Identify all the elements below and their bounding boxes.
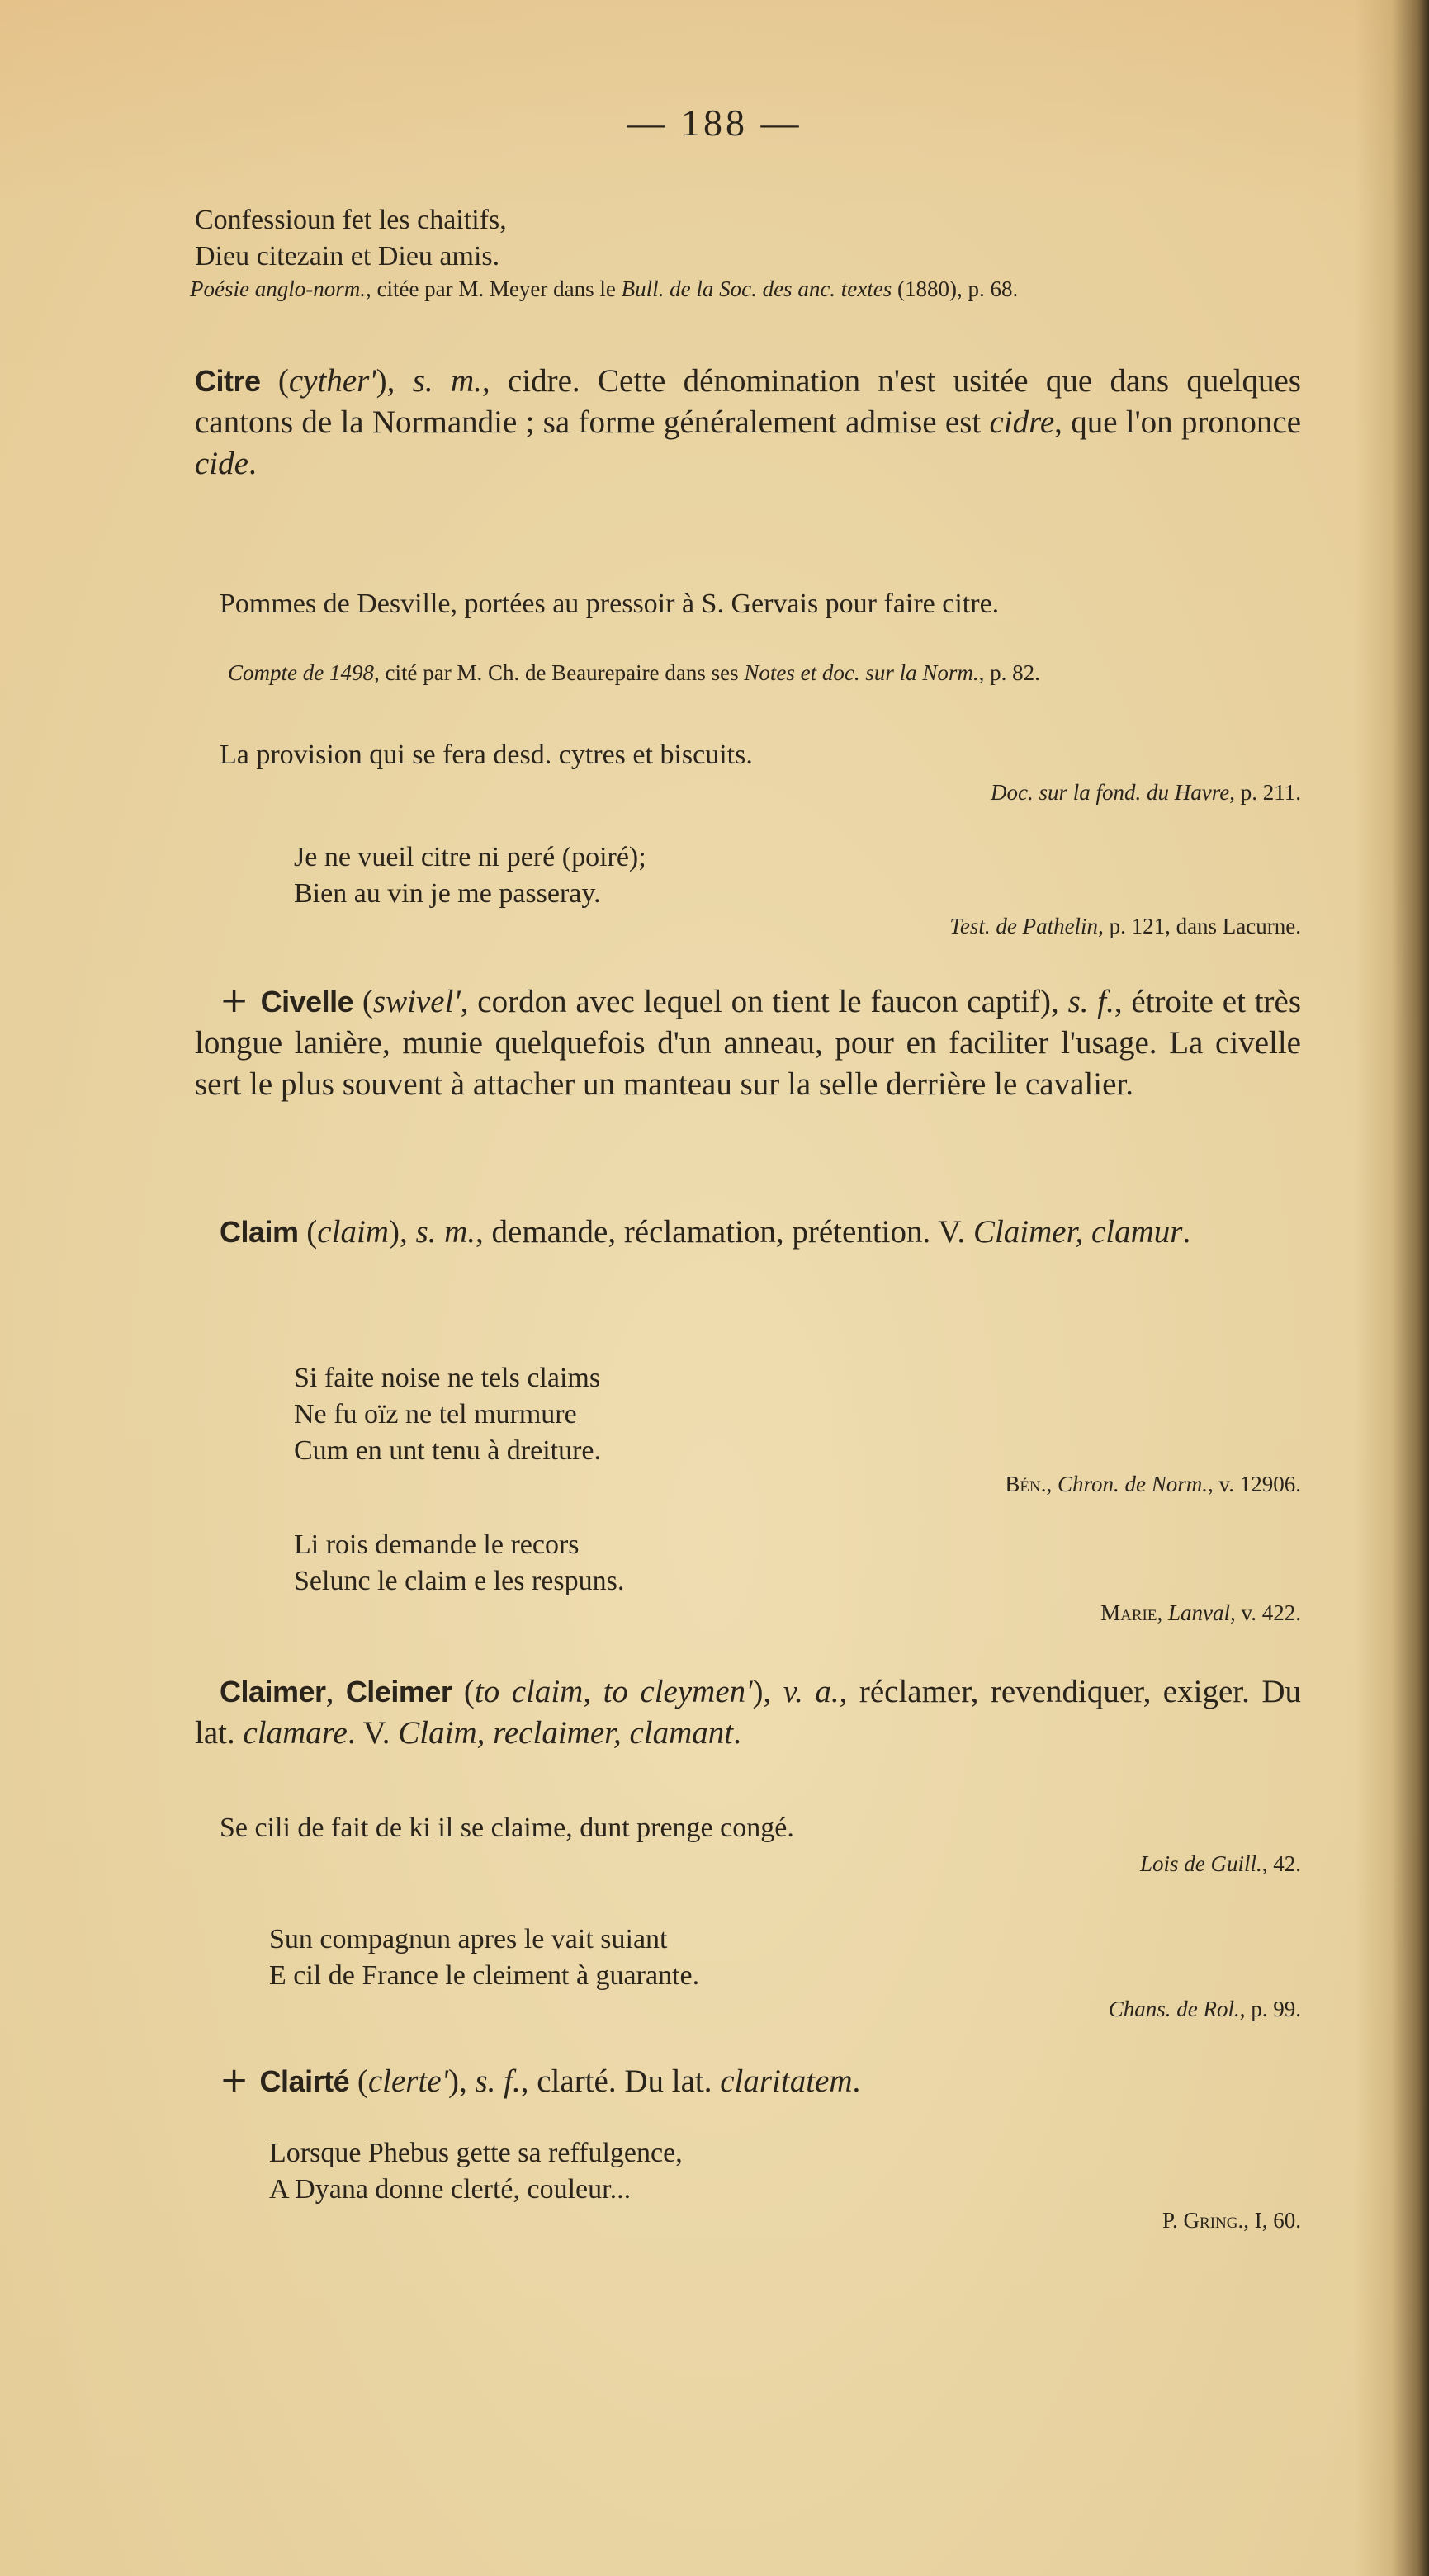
text-run: , p. 121, dans Lacurne. xyxy=(1098,914,1301,938)
quote-phebus xyxy=(195,2135,1301,2208)
text-run: ( xyxy=(349,2063,368,2099)
source-citation xyxy=(195,1470,1309,1498)
italic-text: Chans. de Rol. xyxy=(1108,1997,1240,2021)
entry-civelle xyxy=(195,980,1301,1105)
text-run: La provision qui se fera desd. cytres et biscuits. xyxy=(220,740,753,770)
text-run: , cité par M. Ch. de Beaurepaire dans ses xyxy=(373,660,745,685)
text-run: , p. 211. xyxy=(1229,780,1301,805)
headword: Citre xyxy=(195,364,261,398)
text-run: ( xyxy=(260,363,289,399)
text-run: Se cili de fait de ki il se claime, dunt prenge congé. xyxy=(220,1813,794,1843)
source-citation xyxy=(195,778,1309,806)
quote-provision xyxy=(195,737,1301,773)
entry-citre xyxy=(195,361,1301,484)
plus-marker-icon: + xyxy=(220,980,261,1020)
italic-text: claim xyxy=(317,1214,389,1250)
italic-text: s. m. xyxy=(412,363,482,399)
entry-clairte xyxy=(195,2059,1301,2102)
verse-line: Cum en unt tenu à dreiture. xyxy=(294,1435,602,1466)
text-run: , étroite et très longue lanière, munie quelquefois d'un anneau, pour en faciliter l'usage. La civelle sert le plus souvent à attacher un manteau sur la selle derrière le cavalier. xyxy=(195,984,1301,1102)
italic-text: v. a. xyxy=(783,1674,840,1709)
text-run: , 42. xyxy=(1261,1851,1301,1876)
text-run: (1880), p. 68. xyxy=(892,277,1019,301)
headword: Cleimer xyxy=(345,1675,452,1709)
entry-claim xyxy=(195,1212,1301,1253)
source-citation xyxy=(195,1850,1309,1878)
italic-text: claritatem xyxy=(720,2063,853,2099)
text-run: ), xyxy=(388,1214,416,1250)
italic-text: Poésie anglo-norm. xyxy=(190,277,366,301)
quote-cili xyxy=(195,1810,1301,1846)
italic-text: s. m. xyxy=(415,1214,476,1250)
italic-text: Claim, reclaimer, clamant xyxy=(398,1715,734,1751)
text-run: ( xyxy=(353,984,373,1019)
verse-line: E cil de France le cleiment à guarante. xyxy=(269,1960,700,1991)
text-run: . V. xyxy=(347,1715,399,1751)
italic-text: cidre xyxy=(989,404,1055,440)
text-run: , demande, réclamation, prétention. V. xyxy=(476,1214,973,1250)
verse-line: Lorsque Phebus gette sa reffulgence, xyxy=(269,2138,683,2168)
italic-text: Notes et doc. sur la Norm. xyxy=(744,660,979,685)
italic-text: Compte de 1498 xyxy=(228,660,374,685)
text-run: , xyxy=(1046,1472,1058,1496)
verse-line: Confessioun fet les chaitifs, xyxy=(195,205,507,235)
quote-rois xyxy=(195,1527,1301,1600)
source-citation xyxy=(195,2206,1309,2234)
verse-line: Sun compagnun apres le vait suiant xyxy=(269,1924,668,1954)
entry-claimer xyxy=(195,1671,1301,1754)
text-run: , citée par M. Meyer dans le xyxy=(365,277,622,301)
author-name: Marie xyxy=(1100,1600,1157,1625)
source-citation xyxy=(195,1599,1309,1627)
source-citation xyxy=(195,659,1301,687)
page-number: — 188 — xyxy=(627,102,802,144)
text-run: ), xyxy=(447,2063,476,2099)
headword: Civelle xyxy=(260,985,354,1019)
text-run: Pommes de Desville, portées au pressoir à S. Gervais pour faire citre. xyxy=(220,588,1000,619)
quote-noise xyxy=(195,1360,1301,1469)
quote-confessioun xyxy=(195,202,1301,275)
verse-line: A Dyana donne clerté, couleur... xyxy=(269,2174,632,2205)
italic-text: swivel' xyxy=(372,984,461,1019)
italic-text: clamare xyxy=(243,1715,348,1751)
verse-line: Selunc le claim e les respuns. xyxy=(294,1566,625,1596)
text-run: , xyxy=(325,1674,346,1709)
italic-text: to claim, to cleymen' xyxy=(474,1674,753,1709)
text-run: . xyxy=(733,1715,741,1751)
text-run: , clarté. Du lat. xyxy=(520,2063,721,2099)
text-run: ( xyxy=(298,1214,318,1250)
italic-text: Chron. de Norm. xyxy=(1057,1472,1208,1496)
italic-text: Bull. de la Soc. des anc. textes xyxy=(621,277,892,301)
quote-compagnun xyxy=(195,1921,1301,1994)
verse-line: Dieu citezain et Dieu amis. xyxy=(195,241,500,272)
headword: Claimer xyxy=(220,1675,326,1709)
italic-text: clerte' xyxy=(367,2063,448,2099)
author-name: Bén. xyxy=(1005,1472,1047,1496)
italic-text: Test. de Pathelin xyxy=(949,914,1099,938)
italic-text: Lois de Guill. xyxy=(1139,1851,1262,1876)
verse-line: Si faite noise ne tels claims xyxy=(294,1363,601,1393)
page-gutter-shadow xyxy=(1355,0,1429,2576)
text-run: . xyxy=(852,2063,861,2099)
headword: Claim xyxy=(220,1215,299,1249)
text-run: , xyxy=(1157,1600,1168,1625)
verse-line: Ne fu oïz ne tel murmure xyxy=(294,1399,577,1430)
italic-text: cide xyxy=(195,446,248,481)
headword: Clairté xyxy=(259,2064,350,2098)
text-run: , v. 12906. xyxy=(1208,1472,1301,1496)
italic-text: cyther' xyxy=(288,363,376,399)
quote-pommes xyxy=(195,586,1301,622)
text-run: , cidre. Cette dénomination n'est usitée que dans quelques cantons de la Normandie ; sa forme généralement admise est xyxy=(195,363,1301,440)
quote-vueil xyxy=(195,839,1301,912)
verse-line: Li rois demande le recors xyxy=(294,1529,580,1560)
italic-text: Lanval xyxy=(1167,1600,1230,1625)
text-run: ), xyxy=(376,363,413,399)
italic-text: Doc. sur la fond. du Havre xyxy=(991,780,1230,805)
italic-text: s. f. xyxy=(1067,984,1114,1019)
text-run: , p. 82. xyxy=(978,660,1040,685)
text-run: . xyxy=(248,446,257,481)
text-run: , v. 422. xyxy=(1230,1600,1301,1625)
plus-marker-icon: + xyxy=(220,2059,260,2100)
text-run: . xyxy=(1182,1214,1191,1250)
author-name: P. Gring. xyxy=(1162,2208,1244,2233)
source-citation xyxy=(195,1995,1309,2023)
text-run: ), xyxy=(752,1674,783,1709)
verse-line: Bien au vin je me passeray. xyxy=(294,878,601,909)
text-run: , cordon avec lequel on tient le faucon captif), xyxy=(460,984,1068,1019)
text-run: , réclamer, revendiquer, exiger. Du lat. xyxy=(195,1674,1301,1751)
text-run: , que l'on prononce xyxy=(1054,404,1302,440)
verse-line: Je ne vueil citre ni peré (poiré); xyxy=(294,842,646,872)
italic-text: Claimer, clamur xyxy=(972,1214,1183,1250)
text-run: , I, 60. xyxy=(1243,2208,1301,2233)
source-citation xyxy=(195,912,1309,940)
text-run: ( xyxy=(452,1674,475,1709)
source-citation xyxy=(190,275,1301,303)
italic-text: s. f. xyxy=(475,2063,521,2099)
text-run: , p. 99. xyxy=(1239,1997,1301,2021)
